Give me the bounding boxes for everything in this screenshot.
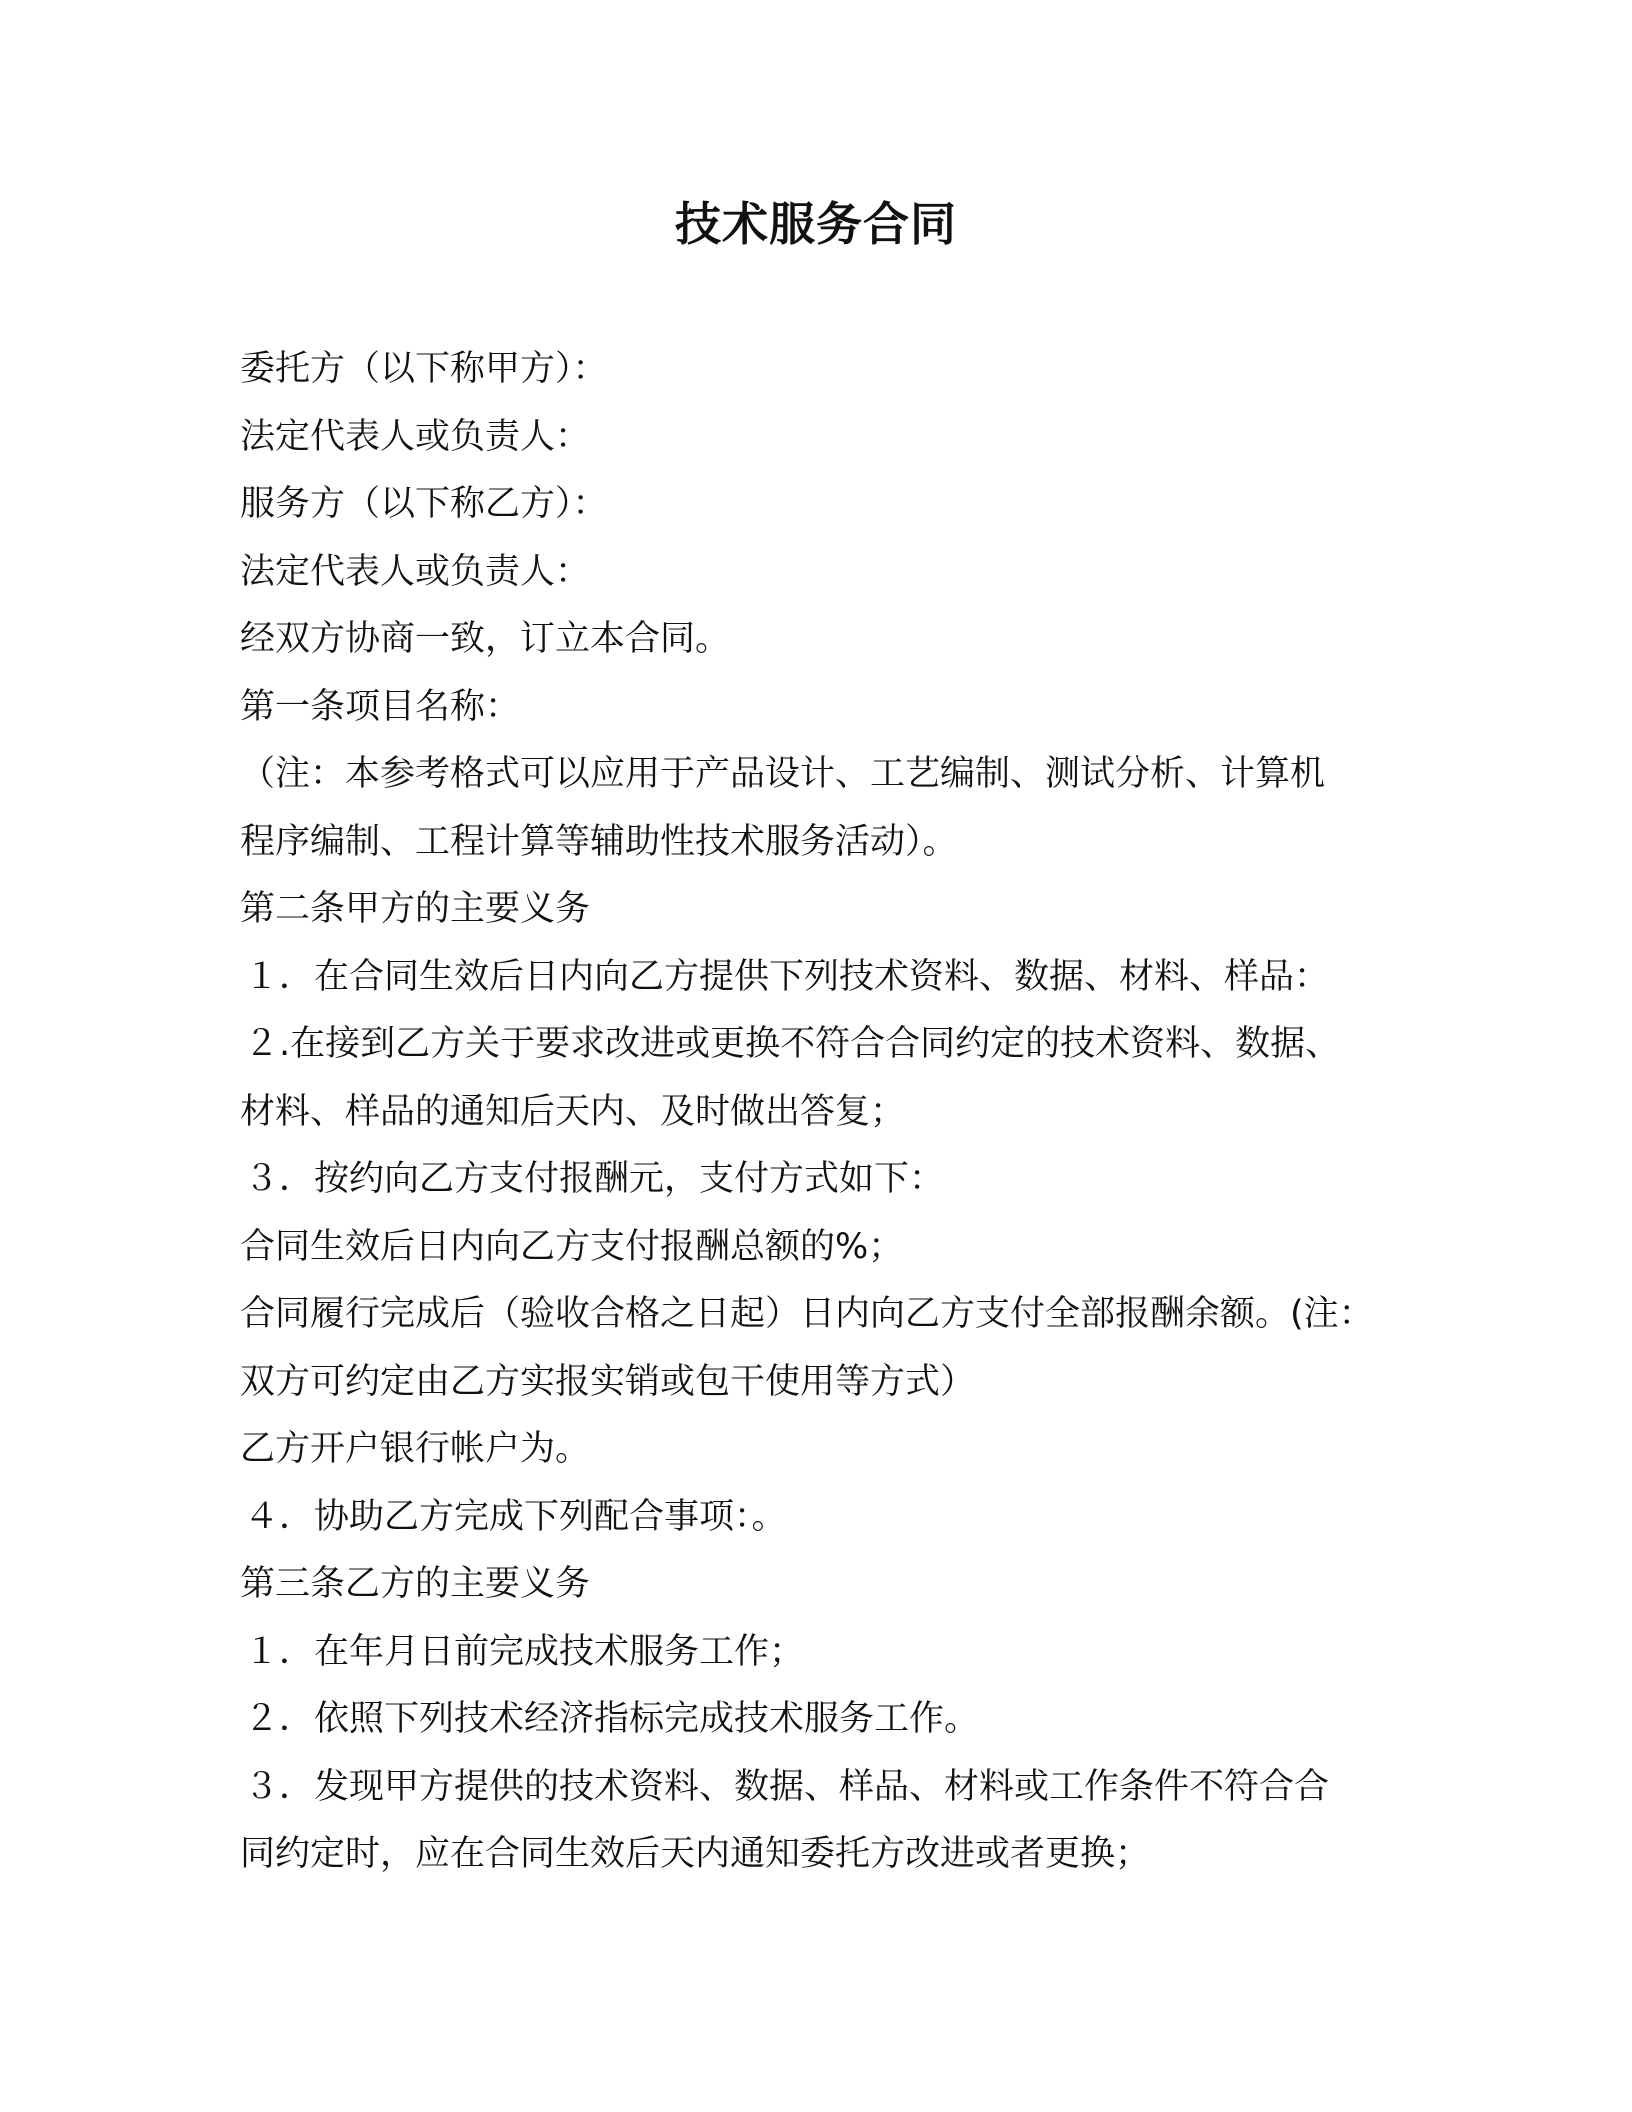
article-3-item-3-line-2: 同约定时，应在合同生效后天内通知委托方改进或者更换； bbox=[240, 1834, 1151, 1874]
article-1-heading: 第一条项目名称： bbox=[240, 686, 521, 727]
article-1-note-line-1: （注：本参考格式可以应用于产品设计、工艺编制、测试分析、计算机 bbox=[240, 754, 1326, 794]
article-2-item-3: ３．按约向乙方支付报酬元，支付方式如下： bbox=[244, 1159, 945, 1199]
article-2-item-2-line-1: ２.在接到乙方关于要求改进或更换不符合合同约定的技术资料、数据、 bbox=[244, 1024, 1341, 1064]
agreement-line: 经双方协商一致，订立本合同。 bbox=[240, 619, 731, 659]
bank-account-line: 乙方开户银行帐户为。 bbox=[240, 1429, 591, 1469]
party-b-line: 服务方（以下称乙方）： bbox=[240, 484, 608, 524]
party-b-representative-line: 法定代表人或负责人： bbox=[240, 551, 591, 592]
payment-line-1: 合同生效后日内向乙方支付报酬总额的%； bbox=[240, 1226, 904, 1267]
payment-line-3: 双方可约定由乙方实报实销或包干使用等方式） bbox=[240, 1361, 976, 1402]
document-title: 技术服务合同 bbox=[675, 197, 957, 251]
party-a-line: 委托方（以下称甲方）： bbox=[240, 349, 608, 389]
article-1-note-line-2: 程序编制、工程计算等辅助性技术服务活动）。 bbox=[240, 821, 958, 862]
article-2-item-2-line-2: 材料、样品的通知后天内、及时做出答复； bbox=[240, 1091, 906, 1132]
article-3-item-2: ２．依照下列技术经济指标完成技术服务工作。 bbox=[244, 1699, 980, 1739]
article-3-item-3-line-1: ３．发现甲方提供的技术资料、数据、样品、材料或工作条件不符合合 bbox=[244, 1766, 1330, 1807]
article-2-item-4: ４．协助乙方完成下列配合事项：。 bbox=[244, 1496, 787, 1537]
article-2-heading: 第二条甲方的主要义务 bbox=[240, 889, 591, 929]
article-3-heading: 第三条乙方的主要义务 bbox=[240, 1564, 591, 1604]
article-2-item-1: １．在合同生效后日内向乙方提供下列技术资料、数据、材料、样品： bbox=[244, 956, 1330, 997]
party-a-representative-line: 法定代表人或负责人： bbox=[240, 416, 591, 457]
payment-line-2: 合同履行完成后（验收合格之日起）日内向乙方支付全部报酬余额。(注： bbox=[240, 1294, 1374, 1334]
document-body bbox=[240, 336, 1390, 1889]
article-3-item-1: １．在年月日前完成技术服务工作； bbox=[244, 1631, 805, 1672]
